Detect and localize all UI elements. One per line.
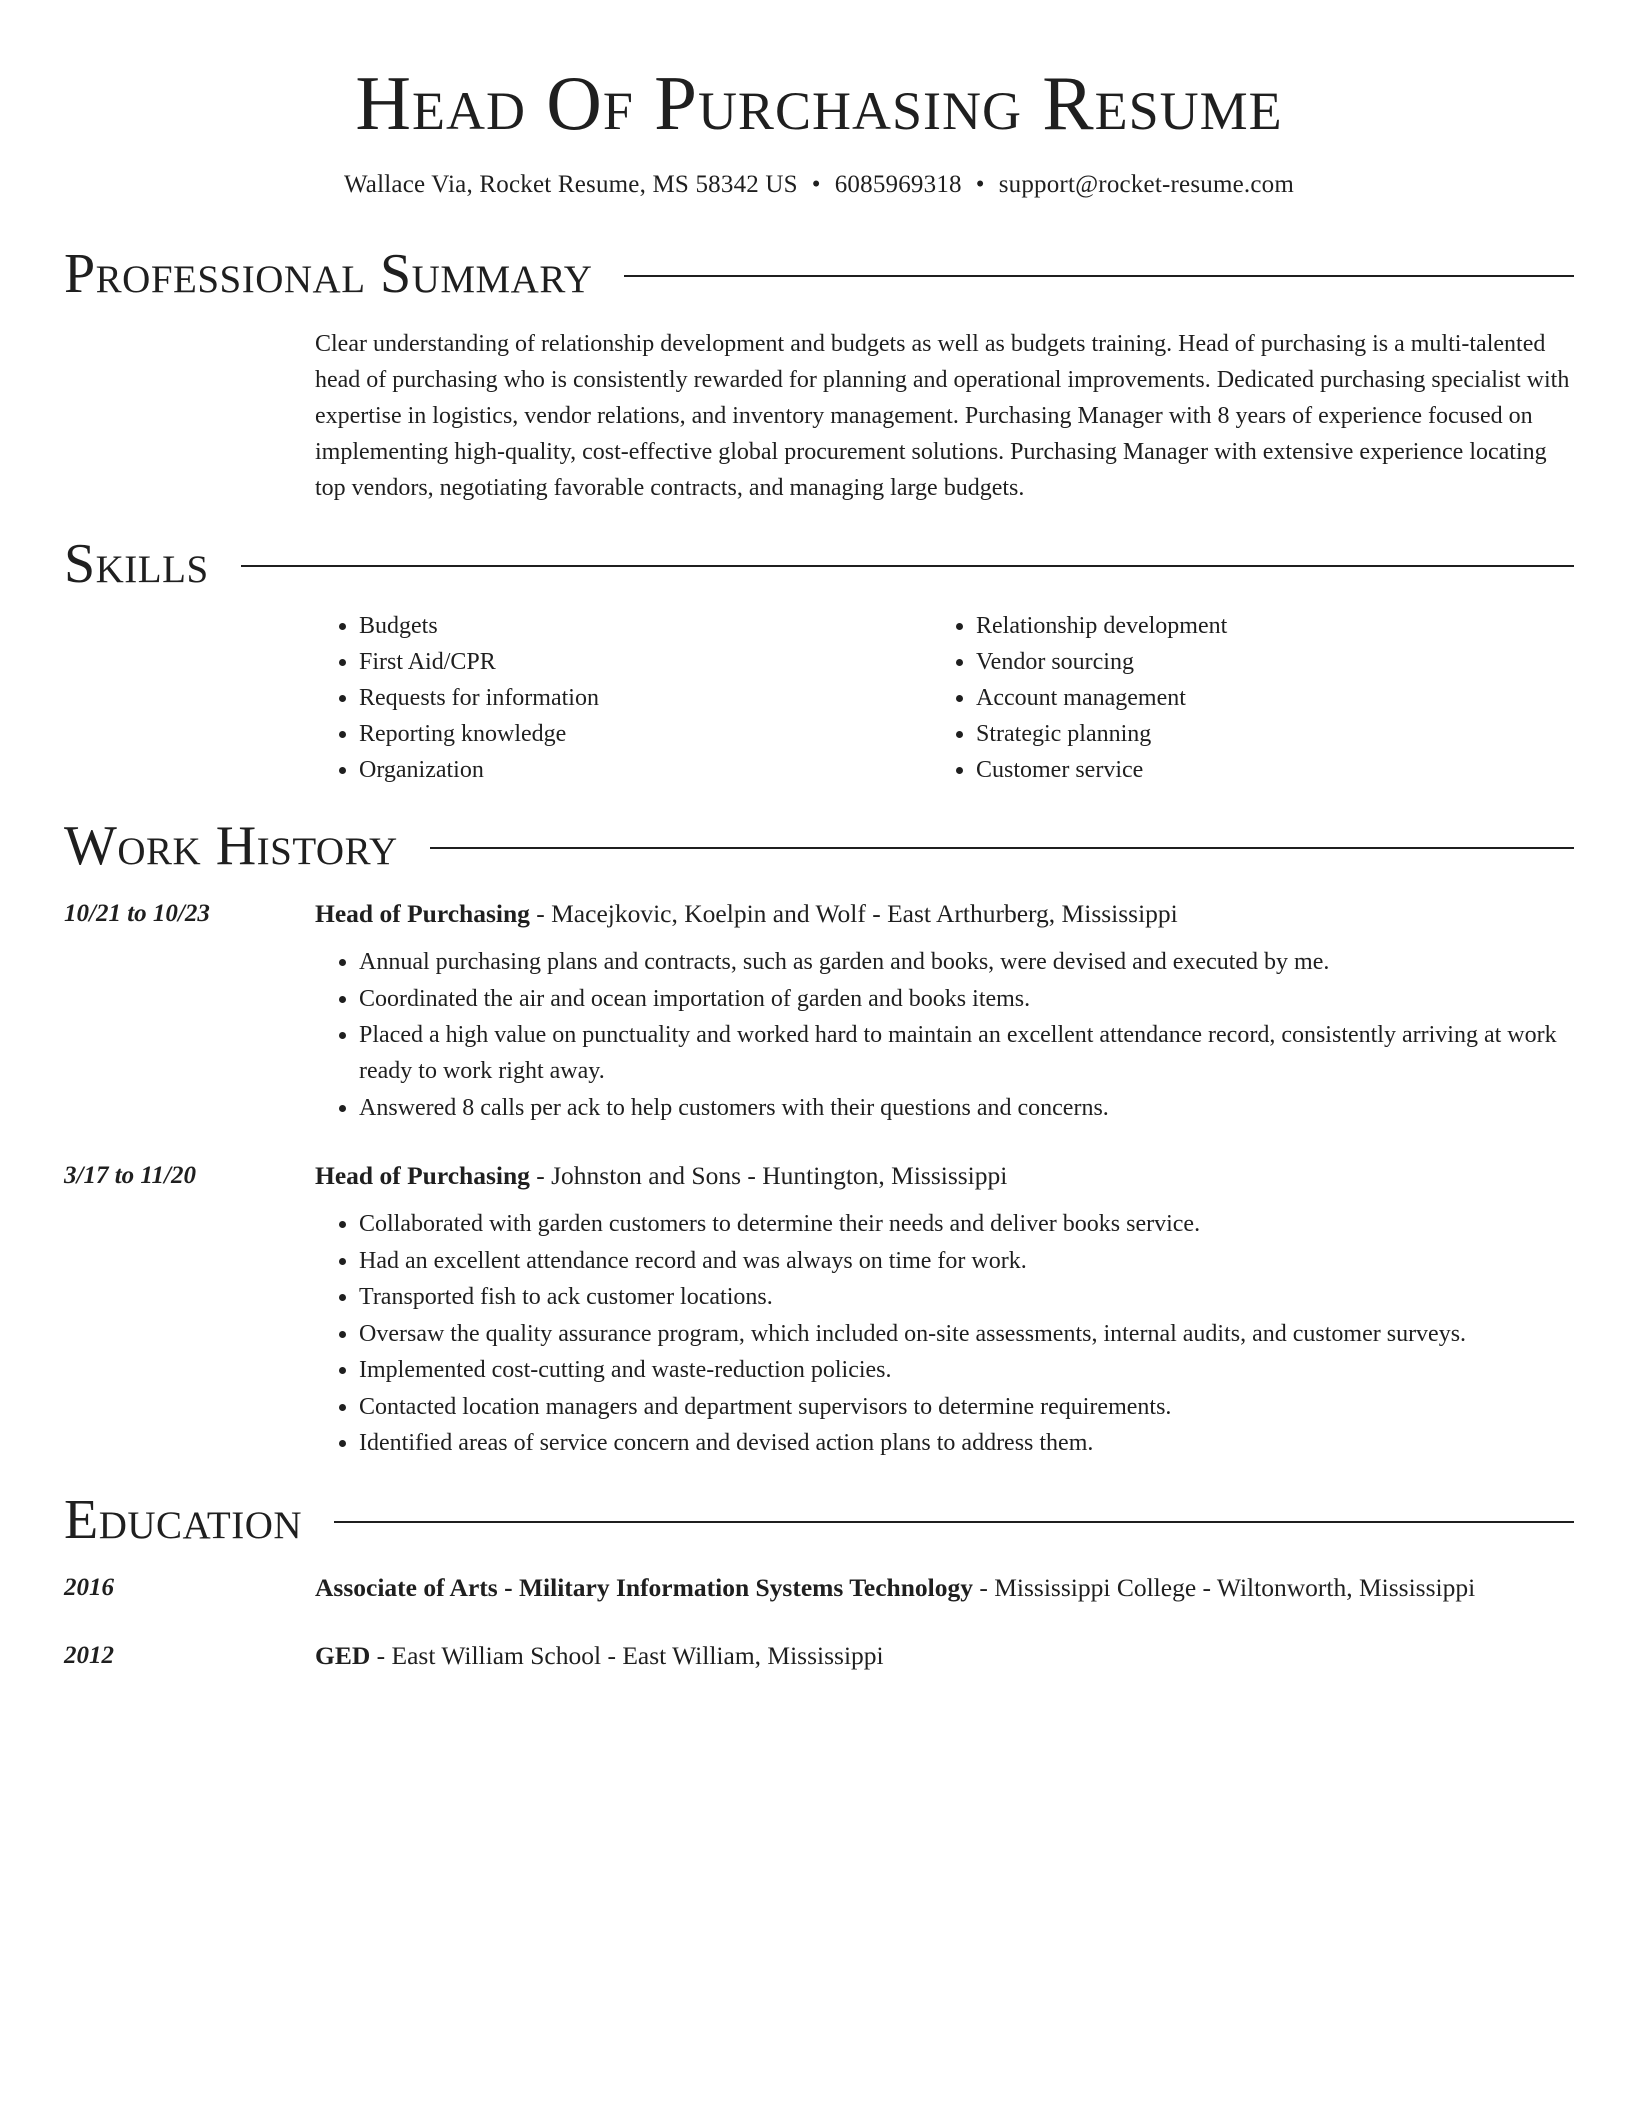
job-bullets [315,944,1574,1126]
job-bullet: • Answered 8 calls per ack to help customers with their questions and concerns. [359,1090,1574,1126]
resume-page [64,0,1574,1676]
section-divider [430,847,1574,849]
contact-phone: 6085969318 [834,171,962,198]
job-dates: 3/17 to 11/20 [64,1162,196,1189]
job-entry [64,894,1574,1126]
education-degree: Associate of Arts - Military Information Systems Technology [315,1572,973,1602]
job-heading [315,1156,1574,1196]
section-title-summary: Professional Summary [64,243,593,305]
resume-title: Head Of Purchasing Resume [355,60,1283,146]
job-dates: 10/21 to 10/23 [64,900,210,927]
section-title-work: Work History [64,815,398,877]
job-title: Head of Purchasing [315,1161,530,1190]
job-bullet: • Transported fish to ack customer locations. [359,1279,1574,1315]
skill-item: • Budgets [359,608,932,644]
education-body [315,1636,1574,1676]
skill-item: • Relationship development [976,608,1549,644]
job-bullet: • Contacted location managers and department supervisors to determine requirements. [359,1389,1574,1425]
job-bullet: • Implemented cost-cutting and waste-reduction policies. [359,1352,1574,1388]
skill-item: • Vendor sourcing [976,644,1549,680]
education-details: - Mississippi College - Wiltonworth, Mississippi [973,1572,1476,1602]
job-details: - Johnston and Sons - Huntington, Mississippi [529,1161,1008,1190]
job-title: Head of Purchasing [315,899,530,928]
job-bullet: • Annual purchasing plans and contracts, such as garden and books, were devised and executed by me. [359,944,1574,980]
education-details: - East William School - East William, Mississippi [370,1640,884,1670]
skill-item: • Reporting knowledge [359,716,932,752]
section-divider [624,275,1574,277]
skill-item: • Requests for information [359,680,932,716]
section-header-work [64,816,1574,876]
job-bullet: • Coordinated the air and ocean importation of garden and books items. [359,981,1574,1017]
education-heading [315,1636,1574,1676]
skill-item: • Strategic planning [976,716,1549,752]
education-degree: GED [315,1640,371,1670]
job-bullet: • Collaborated with garden customers to determine their needs and deliver books service. [359,1206,1574,1242]
skill-item: • Account management [976,680,1549,716]
job-entry [64,1156,1574,1462]
education-body [315,1568,1574,1608]
job-body [315,1156,1574,1462]
job-details: - Macejkovic, Koelpin and Wolf - East Arthurberg, Mississippi [529,899,1178,928]
contact-separator: • [811,171,821,198]
summary-text: Clear understanding of relationship development and budgets as well as budgets training. Head of purchasing is a multi-talented head of purchasing who is consistently rewarded for planning and operational improvements. Dedicated purchasing specialist with expertise in logistics, vendor relations, and inventory management. Purchasing Manager with 8 years of experience focused on implementing high-quality, cost-effective global procurement solutions. Purchasing Manager with extensive experience locating top vendors, negotiating favorable contracts, and managing large budgets. [315,331,1570,501]
education-entry [64,1568,1574,1608]
education-year: 2016 [64,1573,114,1601]
job-bullet: • Placed a high value on punctuality and worked hard to maintain an excellent attendance record, consistently arriving at work ready to work right away. [359,1017,1574,1089]
job-bullet: • Oversaw the quality assurance program, which included on-site assessments, internal audits, and customer surveys. [359,1316,1574,1352]
contact-email: support@rocket-resume.com [998,171,1294,198]
job-bullets [315,1206,1574,1461]
contact-address: Wallace Via, Rocket Resume, MS 58342 US [344,171,798,198]
skills-list-left [315,608,932,788]
contact-separator: • [975,171,985,198]
section-divider [241,565,1574,567]
education-entry [64,1636,1574,1676]
contact-line [64,168,1574,202]
section-divider [334,1521,1574,1523]
section-header-skills [64,534,1574,594]
education-year: 2012 [64,1641,114,1669]
section-header-summary [64,244,1574,304]
job-body [315,894,1574,1126]
skills-list-right [932,608,1549,788]
job-heading [315,894,1574,934]
section-title-education: Education [64,1488,303,1551]
skill-item: • First Aid/CPR [359,644,932,680]
education-heading [315,1568,1574,1608]
job-bullet: • Identified areas of service concern and devised action plans to address them. [359,1425,1574,1461]
skill-item: • Organization [359,752,932,788]
skill-item: • Customer service [976,752,1549,788]
job-bullet: • Had an excellent attendance record and was always on time for work. [359,1243,1574,1279]
skills-columns [315,608,1574,788]
section-header-education [64,1490,1574,1550]
section-title-skills: Skills [64,533,209,595]
